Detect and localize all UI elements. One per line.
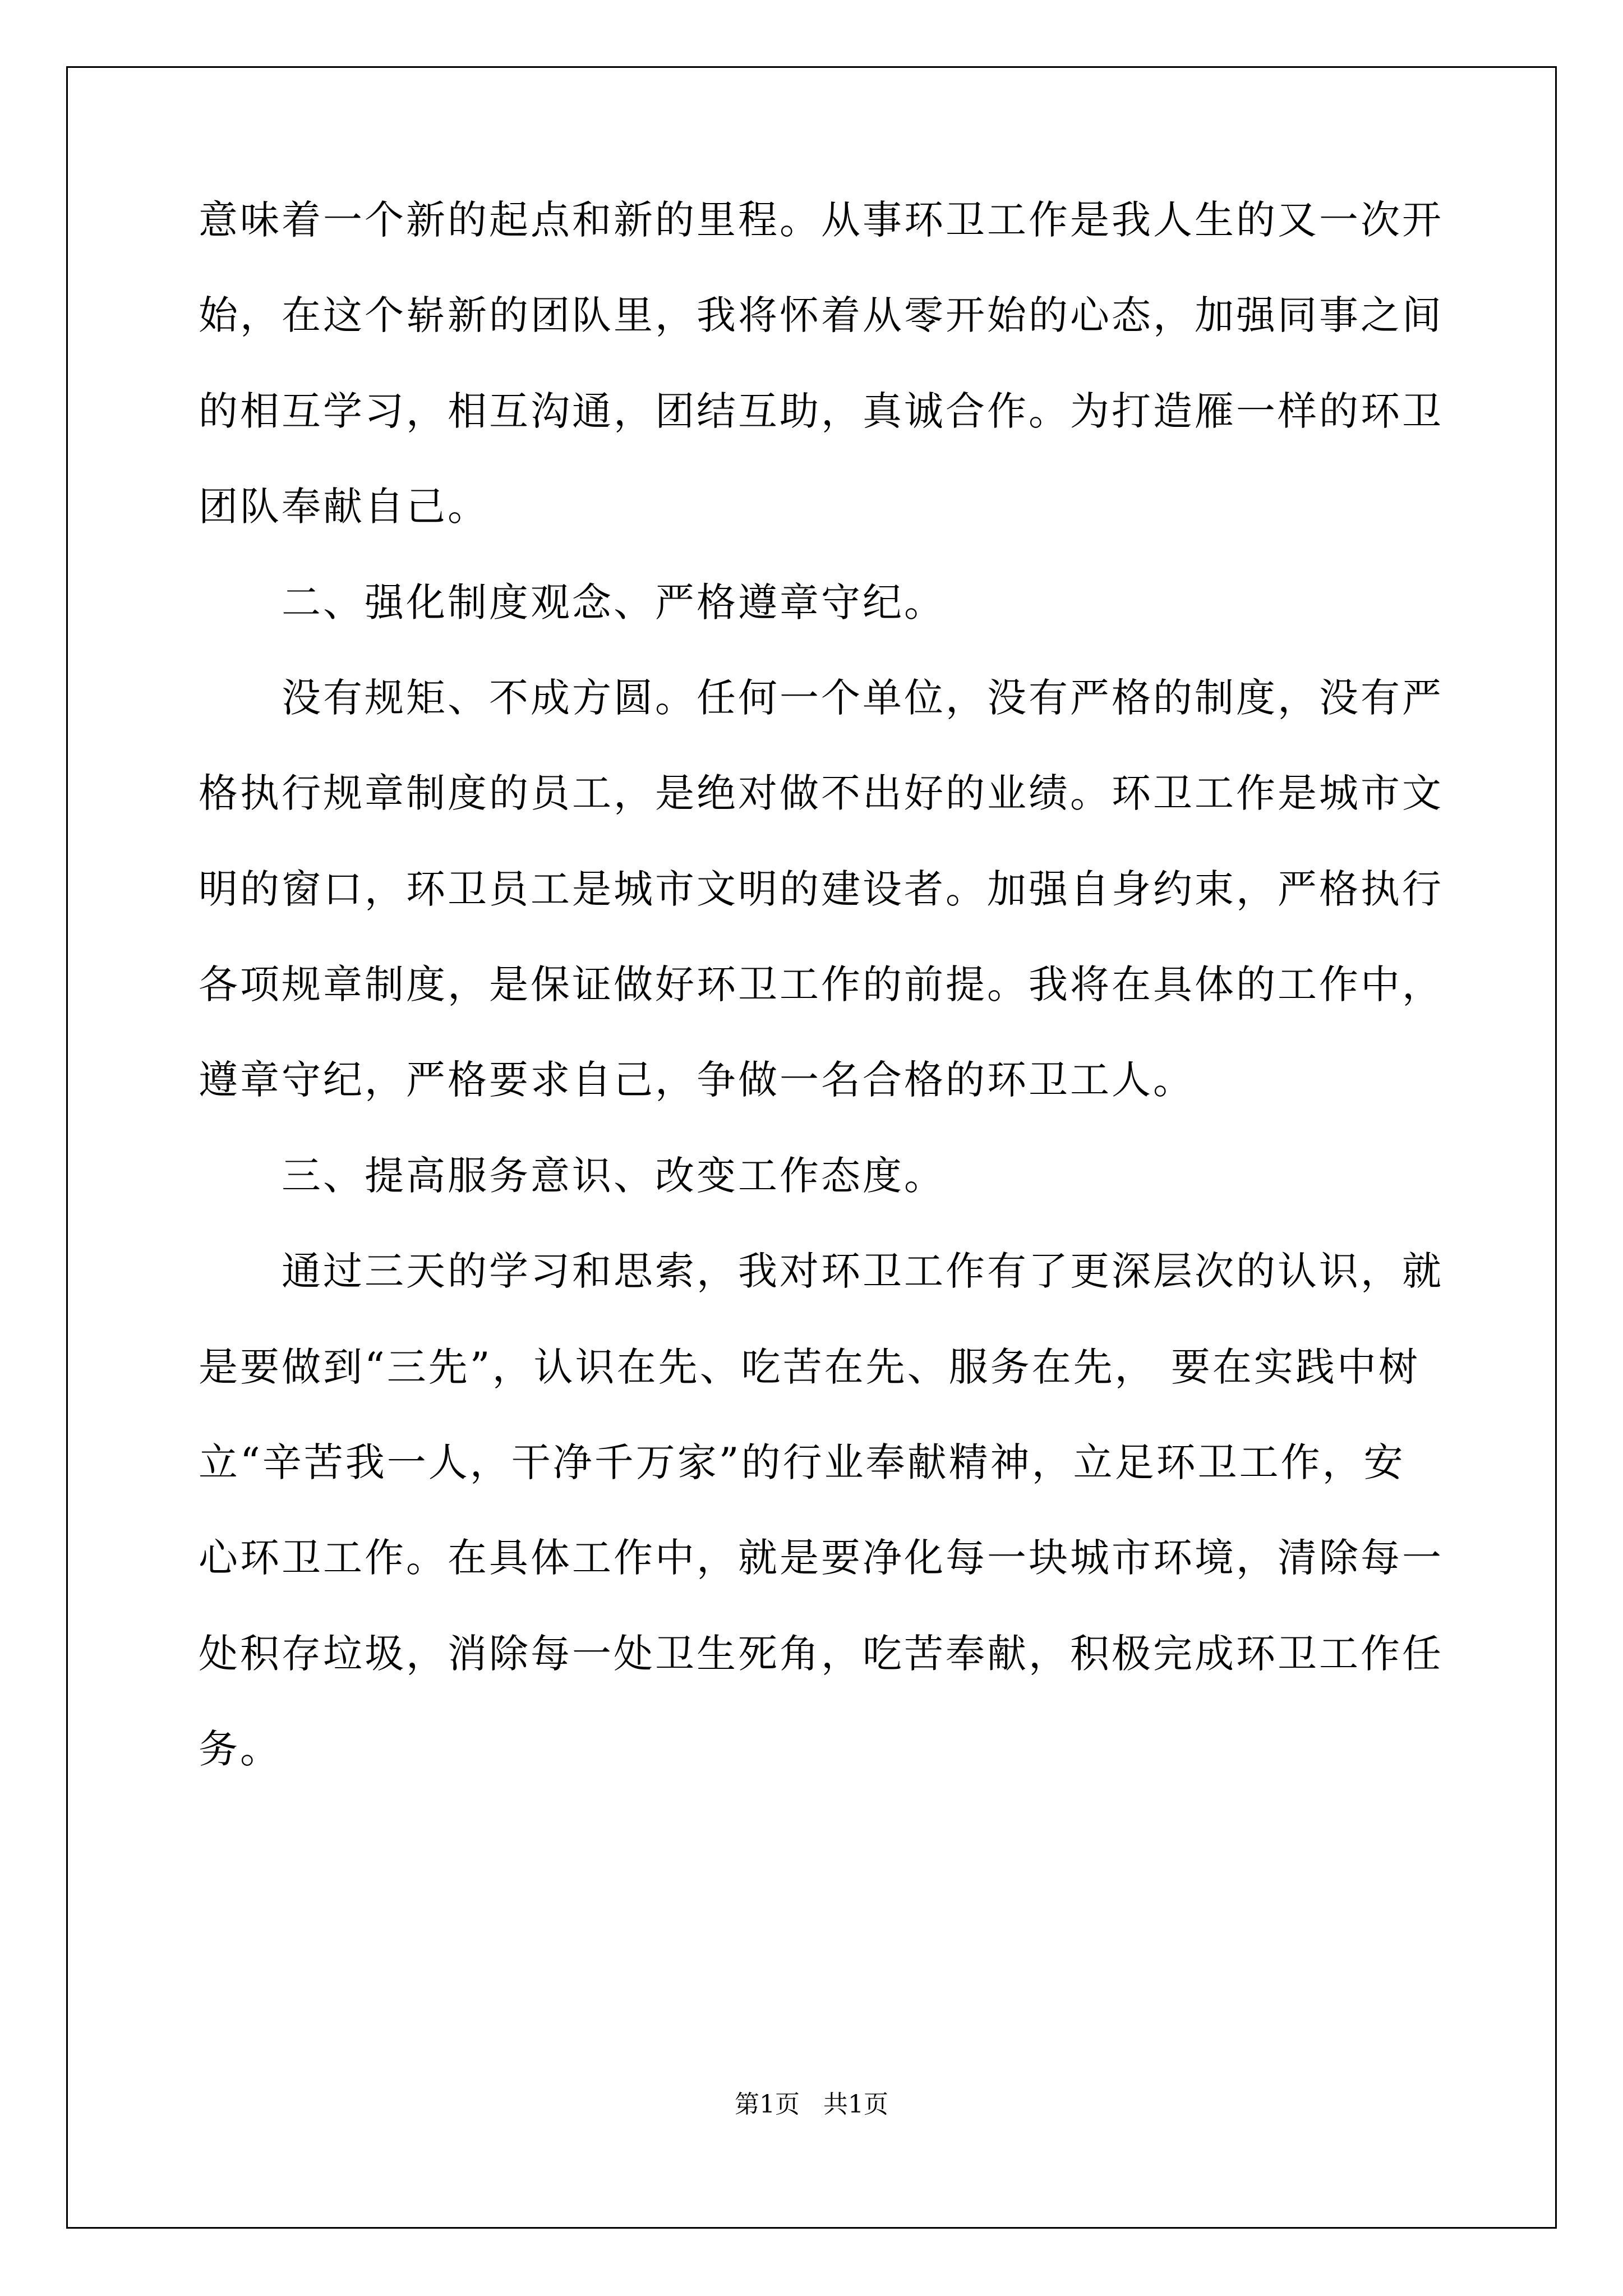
body-line-4: 团队奉献自己。 (199, 484, 489, 530)
body-line-7: 格执行规章制度的员工，是绝对做不出好的业绩。环卫工作是城市文 (199, 770, 1444, 816)
section-heading-3: 三、提高服务意识、改变工作态度。 (282, 1153, 946, 1199)
body-line-6: 没有规矩、不成方圆。任何一个单位，没有严格的制度，没有严 (282, 675, 1444, 721)
body-line-17: 务。 (199, 1726, 282, 1772)
body-line-2: 始，在这个崭新的团队里，我将怀着从零开始的心态，加强同事之间 (199, 292, 1444, 338)
body-line-8: 明的窗口，环卫员工是城市文明的建设者。加强自身约束，严格执行 (199, 866, 1444, 912)
page-footer: 第1页 共1页 (735, 2090, 888, 2119)
body-line-12: 通过三天的学习和思索，我对环卫工作有了更深层次的认识，就 (282, 1248, 1444, 1294)
section-heading-2: 二、强化制度观念、严格遵章守纪。 (282, 579, 946, 625)
body-line-1: 意味着一个新的起点和新的里程。从事环卫工作是我人生的又一次开 (199, 197, 1444, 243)
body-line-16: 处积存垃圾，消除每一处卫生死角，吃苦奉献，积极完成环卫工作任 (199, 1631, 1444, 1677)
body-line-9: 各项规章制度，是保证做好环卫工作的前提。我将在具体的工作中， (199, 961, 1444, 1007)
body-line-15: 心环卫工作。在具体工作中，就是要净化每一块城市环境，清除每一 (199, 1535, 1444, 1581)
body-line-3: 的相互学习，相互沟通，团结互助，真诚合作。为打造雁一样的环卫 (199, 388, 1444, 434)
body-line-14: 立“辛苦我一人，干净千万家”的行业奉献精神，立足环卫工作，安 (199, 1439, 1405, 1485)
body-line-13: 是要做到“三先”，认识在先、吃苦在先、服务在先， 要在实践中树 (199, 1344, 1420, 1390)
body-line-10: 遵章守纪，严格要求自己，争做一名合格的环卫工人。 (199, 1057, 1195, 1103)
